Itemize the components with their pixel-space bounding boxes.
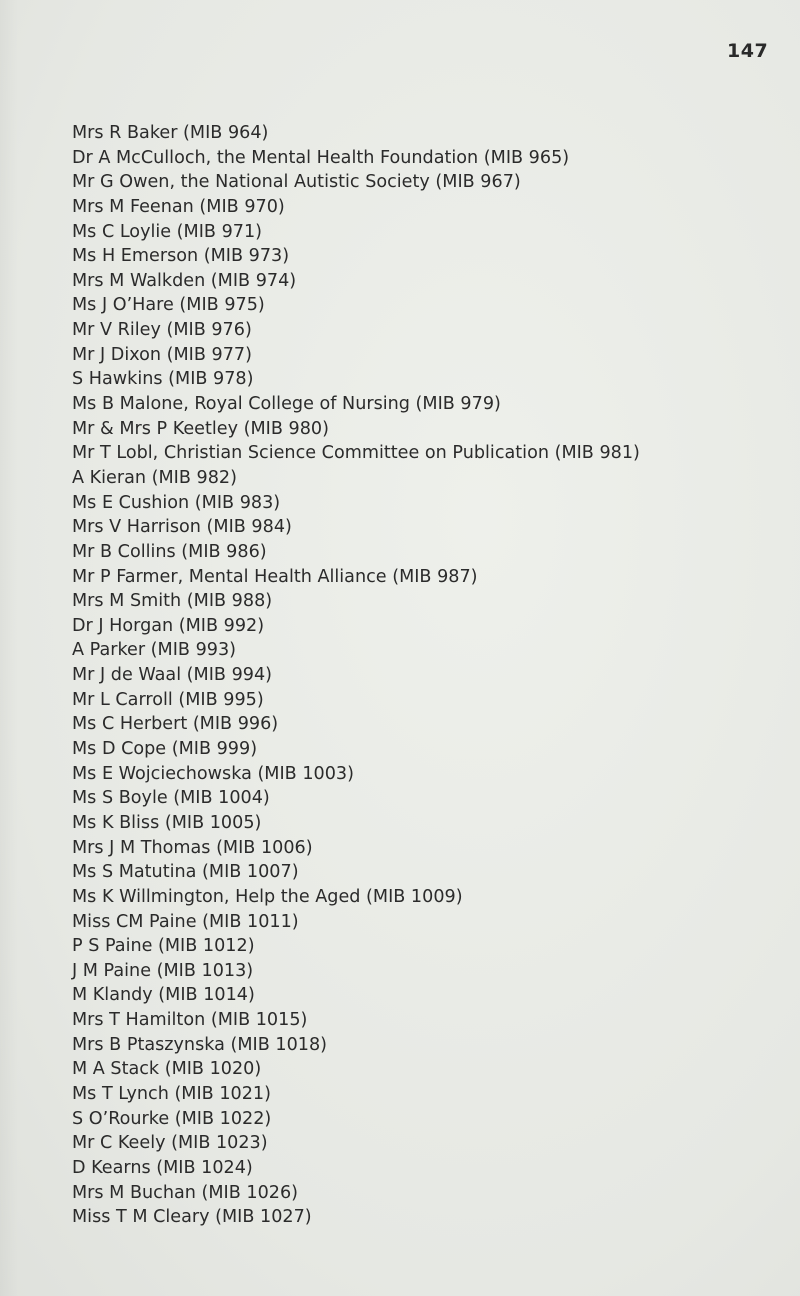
list-item: Ms H Emerson (MIB 973) <box>72 246 290 267</box>
list-item: Mr J de Waal (MIB 994) <box>72 665 273 686</box>
list-item: Ms K Willmington, Help the Aged (MIB 1009) <box>72 886 463 907</box>
list-item: Ms C Loylie (MIB 971) <box>72 221 263 242</box>
list-item: Ms S Matutina (MIB 1007) <box>72 862 299 883</box>
list-item: Mr L Carroll (MIB 995) <box>72 689 264 710</box>
list-item: Ms C Herbert (MIB 996) <box>72 714 279 735</box>
list-item: Ms D Cope (MIB 999) <box>72 739 258 760</box>
list-item: Mr P Farmer, Mental Health Alliance (MIB 987) <box>72 566 478 587</box>
list-item: S O’Rourke (MIB 1022) <box>72 1108 272 1129</box>
list-item: Mrs J M Thomas (MIB 1006) <box>72 837 313 858</box>
list-item: A Parker (MIB 993) <box>72 640 237 661</box>
list-item: D Kearns (MIB 1024) <box>72 1157 253 1178</box>
list-item: S Hawkins (MIB 978) <box>72 369 254 390</box>
list-item: Mr & Mrs P Keetley (MIB 980) <box>72 418 329 439</box>
list-item: Mr V Riley (MIB 976) <box>72 320 252 341</box>
list-item: Ms J O’Hare (MIB 975) <box>72 295 265 316</box>
list-item: Ms T Lynch (MIB 1021) <box>72 1083 271 1104</box>
list-item: M A Stack (MIB 1020) <box>72 1059 262 1080</box>
list-item: Mr B Collins (MIB 986) <box>72 541 267 562</box>
list-item: Ms E Wojciechowska (MIB 1003) <box>72 763 354 784</box>
list-item: Miss CM Paine (MIB 1011) <box>72 911 299 932</box>
list-item: Mrs V Harrison (MIB 984) <box>72 517 292 538</box>
list-item: Mr C Keely (MIB 1023) <box>72 1133 268 1154</box>
list-item: Ms E Cushion (MIB 983) <box>72 492 281 513</box>
list-item: Mrs M Buchan (MIB 1026) <box>72 1182 299 1203</box>
list-item: Dr J Horgan (MIB 992) <box>72 615 265 636</box>
list-item: Dr A McCulloch, the Mental Health Foundation (MIB 965) <box>72 147 570 168</box>
page-number: 147 <box>727 40 769 62</box>
list-item: Ms S Boyle (MIB 1004) <box>72 788 270 809</box>
list-item: Mrs R Baker (MIB 964) <box>72 123 269 143</box>
list-item: Mr T Lobl, Christian Science Committee on Publication (MIB 981) <box>72 443 640 464</box>
list-item: Mrs M Walkden (MIB 974) <box>72 270 297 291</box>
list-item: Mrs B Ptaszynska (MIB 1018) <box>72 1034 328 1055</box>
list-item: A Kieran (MIB 982) <box>72 467 237 488</box>
list-item: Mrs T Hamilton (MIB 1015) <box>72 1010 308 1031</box>
list-item: Mrs M Smith (MIB 988) <box>72 591 273 612</box>
list-item: J M Paine (MIB 1013) <box>72 960 254 981</box>
list-item: P S Paine (MIB 1012) <box>72 936 255 957</box>
witness-list <box>72 121 640 1230</box>
list-item: Mr G Owen, the National Autistic Society (MIB 967) <box>72 172 521 193</box>
list-item: Miss T M Cleary (MIB 1027) <box>72 1207 312 1228</box>
list-item: M Klandy (MIB 1014) <box>72 985 255 1006</box>
list-item: Mr J Dixon (MIB 977) <box>72 344 252 365</box>
list-item: Ms K Bliss (MIB 1005) <box>72 812 262 833</box>
list-item: Mrs M Feenan (MIB 970) <box>72 196 285 217</box>
list-item: Ms B Malone, Royal College of Nursing (MIB 979) <box>72 394 501 415</box>
